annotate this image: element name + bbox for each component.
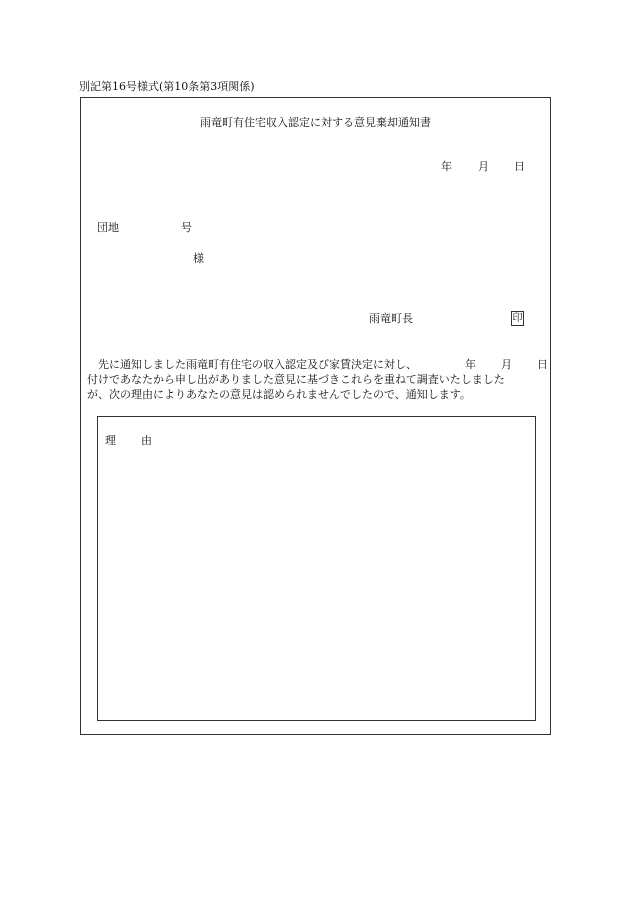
body-line-1 bbox=[87, 357, 549, 372]
seal-mark: 印 bbox=[512, 313, 523, 324]
date-year-label: 年 bbox=[441, 160, 452, 173]
room-number-label: 号 bbox=[181, 221, 192, 234]
reason-label-char-1: 理 bbox=[105, 434, 116, 447]
body-line-2 bbox=[87, 372, 549, 387]
body-line-1-text: 先に通知しました雨竜町有住宅の収入認定及び家賃決定に対し、 bbox=[98, 358, 417, 371]
body-line-3 bbox=[87, 387, 549, 402]
notice-body bbox=[87, 357, 549, 402]
reason-box bbox=[97, 416, 536, 721]
form-number-label: 別記第16号様式(第10条第3項関係) bbox=[79, 80, 255, 93]
document-title: 雨竜町有住宅収入認定に対する意見棄却通知書 bbox=[200, 116, 431, 129]
body-year-label: 年 bbox=[465, 358, 476, 371]
addressee-honorific: 様 bbox=[193, 252, 204, 265]
document-frame bbox=[80, 97, 551, 735]
date-month-label: 月 bbox=[478, 160, 489, 173]
date-day-label: 日 bbox=[514, 160, 525, 173]
body-line-3-text: が、次の理由によりあなたの意見は認められませんでしたので、通知します。 bbox=[87, 388, 471, 401]
danchi-label: 団地 bbox=[97, 221, 119, 234]
reason-label-char-2: 由 bbox=[141, 434, 152, 447]
body-day-label: 日 bbox=[537, 358, 548, 371]
body-line-2-text: 付けであなたから申し出がありました意見に基づきこれらを重ねて調査いたしました bbox=[87, 373, 505, 386]
body-month-label: 月 bbox=[501, 358, 512, 371]
issuer-name: 雨竜町長 bbox=[369, 312, 413, 325]
